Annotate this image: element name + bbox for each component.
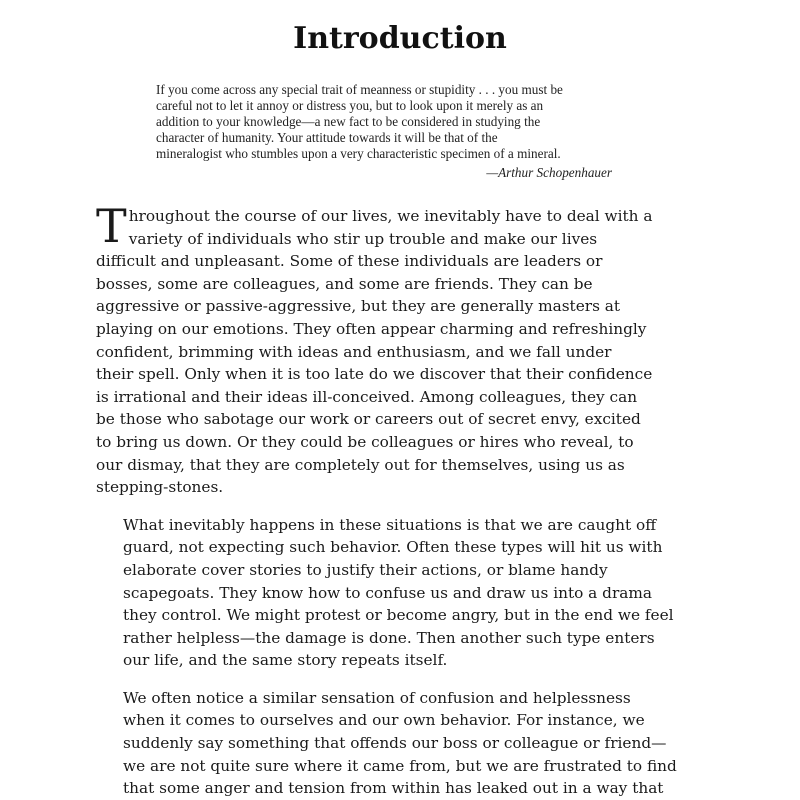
- paragraph-line: elaborate cover stories to justify their actions, or blame handy: [123, 560, 608, 579]
- paragraph-line: when it comes to ourselves and our own behavior. For instance, we: [123, 711, 645, 730]
- paragraph-line: we are not quite sure where it came from, but we are frustrated to find: [123, 756, 677, 775]
- epigraph-quote: [156, 82, 656, 162]
- paragraph-line: What inevitably happens in these situations is that we are caught off: [123, 515, 657, 534]
- paragraph-line: scapegoats. They know how to confuse us and draw us into a drama: [123, 583, 652, 602]
- paragraph-line: rather helpless—the damage is done. Then another such type enters: [123, 628, 655, 647]
- drop-cap: T: [96, 199, 127, 253]
- paragraph-3: [96, 687, 708, 800]
- paragraph-1: [96, 199, 708, 499]
- epigraph-line: careful not to let it annoy or distress you, but to look upon it merely as an: [156, 98, 544, 113]
- paragraph-line: be those who sabotage our work or careers out of secret envy, excited: [96, 410, 641, 429]
- paragraph-2: [96, 514, 708, 672]
- epigraph-attribution: —Arthur Schopenhauer: [486, 165, 612, 180]
- epigraph: [156, 82, 656, 181]
- paragraph-line: they control. We might protest or become angry, but in the end we feel: [123, 606, 674, 625]
- paragraph-line: We often notice a similar sensation of confusion and helplessness: [123, 688, 631, 707]
- paragraph-line: variety of individuals who stir up trouble and make our lives: [128, 229, 598, 248]
- paragraph-line: to bring us down. Or they could be colleagues or hires who reveal, to: [96, 432, 634, 451]
- epigraph-line: mineralogist who stumbles upon a very characteristic specimen of a mineral.: [156, 146, 561, 161]
- epigraph-line: addition to your knowledge—a new fact to be considered in studying the: [156, 114, 541, 129]
- paragraph-line: confident, brimming with ideas and enthusiasm, and we fall under: [96, 342, 612, 361]
- paragraph-line: hroughout the course of our lives, we inevitably have to deal with a: [128, 207, 653, 225]
- paragraph-line: aggressive or passive-aggressive, but they are generally masters at: [96, 297, 621, 316]
- chapter-title: Introduction: [293, 21, 507, 56]
- paragraph-line: their spell. Only when it is too late do we discover that their confidence: [96, 365, 653, 384]
- paragraph-line: stepping-stones.: [96, 478, 224, 497]
- paragraph-line: difficult and unpleasant. Some of these individuals are leaders or: [96, 252, 603, 271]
- epigraph-line: If you come across any special trait of meanness or stupidity . . . you must be: [156, 82, 563, 97]
- paragraph-line: that some anger and tension from within has leaked out in a way that: [123, 779, 664, 798]
- paragraph-line: our life, and the same story repeats itself.: [123, 651, 448, 670]
- epigraph-line: character of humanity. Your attitude towards it will be that of the: [156, 130, 498, 145]
- paragraph-line: bosses, some are colleagues, and some are friends. They can be: [96, 274, 593, 293]
- paragraph-line: our dismay, that they are completely out for themselves, using us as: [96, 455, 625, 474]
- paragraph-line: playing on our emotions. They often appear charming and refreshingly: [96, 319, 647, 338]
- paragraph-line: guard, not expecting such behavior. Often these types will hit us with: [123, 538, 663, 557]
- paragraph-line: suddenly say something that offends our boss or colleague or friend—: [123, 734, 667, 753]
- paragraph-line: is irrational and their ideas ill-conceived. Among colleagues, they can: [96, 387, 638, 406]
- body-text: [96, 199, 708, 800]
